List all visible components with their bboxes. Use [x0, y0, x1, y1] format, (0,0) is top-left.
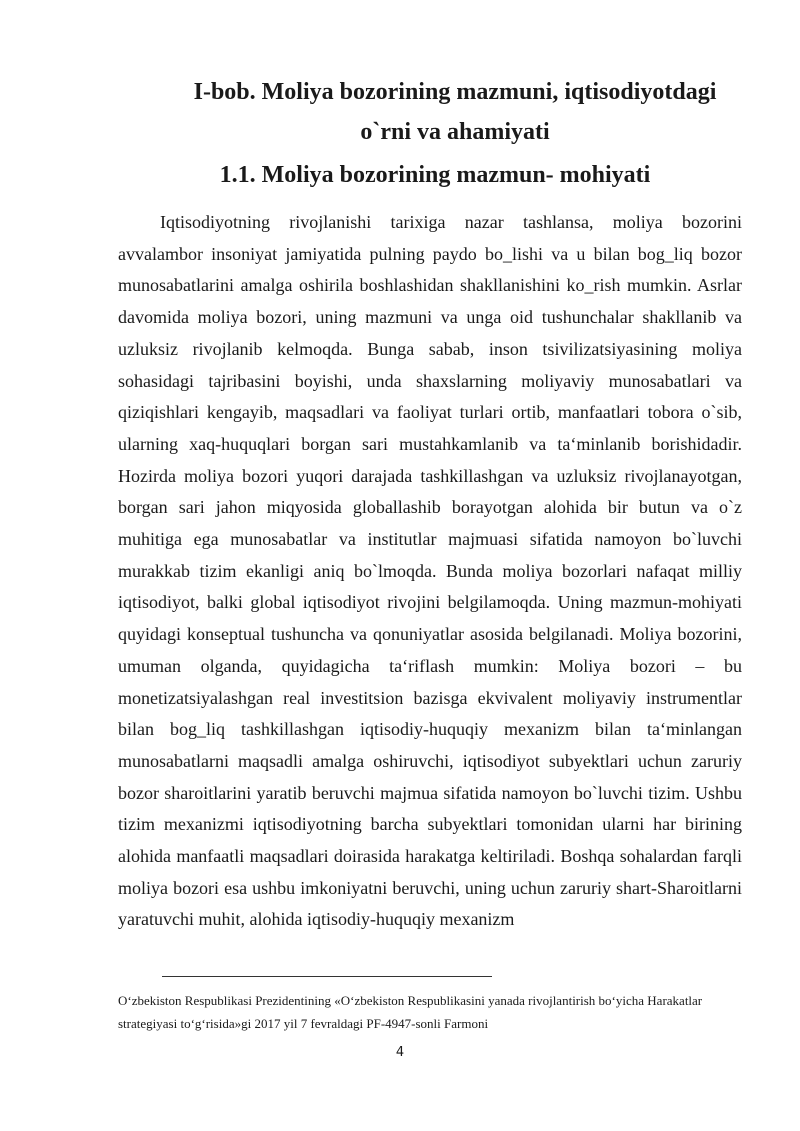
- footnote-divider: [162, 976, 492, 977]
- page-number: 4: [395, 1045, 405, 1060]
- section-title: 1.1. Moliya bozorining mazmun- mohiyati: [219, 162, 651, 188]
- chapter-title-line-2: o`rni va ahamiyati: [360, 119, 550, 145]
- chapter-title-line-1: I-bob. Moliya bozorining mazmuni, iqtisodiyotdagi: [193, 79, 717, 105]
- footnote-text: O‘zbekiston Respublikasi Prezidentining «O‘zbekiston Respublikasini yanada rivojlantirish bo‘yicha Harakatlar strategiyasi to‘g‘risida»gi 2017 yil 7 fevraldagi PF-4947-sonli Farmoni: [118, 993, 703, 1031]
- body-paragraph: Iqtisodiyotning rivojlanishi tarixiga nazar tashlansa, moliya bozorini avvalambor insoniyat jamiyatida pulning paydo bo_lishi va u bilan bog_liq bozor munosabatlarini amalga oshirila boshlashidan shakllanishini ko_rish mumkin. Asrlar davomida moliya bozori, uning mazmuni va unga oid tushunchalar shakllanib va uzluksiz rivojlanib kelmoqda. Bunga sabab, inson tsivilizatsiyasining moliya sohasidagi tajribasini boyishi, unda shaxslarning moliyaviy munosabatlari va qiziqishlari kengayib, maqsadlari va faoliyat turlari ortib, manfaatlari tobora o`sib, ularning xaq-huquqlari borgan sari mustahkamlanib va ta‘minlanib borishidadir. Hozirda moliya bozori yuqori darajada tashkillashgan va uzluksiz rivojlanayotgan, borgan sari jahon miqyosida globallashib borayotgan alohida bir butun va o`z muhitiga ega munosabatlar va institutlar majmuasi sifatida namoyon bo`luvchi murakkab tizim ekanligi aniq bo`lmoqda. Bunda moliya bozorlari nafaqat milliy iqtisodiyot, balki global iqtisodiyot rivojini belgilamoqda. Uning mazmun-mohiyati quyidagi konseptual tushuncha va qonuniyatlar asosida belgilanadi. Moliya bozorini, umuman olganda, quyidagicha ta‘riflash mumkin: Moliya bozori – bu monetizatsiyalashgan real investitsion bazisga ekvivalent moliyaviy instrumentlar bilan bog_liq tashkillashgan iqtisodiy-huquqiy mexanizm bilan ta‘minlangan munosabatlarni maqsadli amalga oshiruvchi, iqtisodiyot subyektlari uchun zaruriy bozor sharoitlarini yaratib beruvchi majmua sifatida namoyon bo`luvchi tizim. Ushbu tizim mexanizmi iqtisodiyotning barcha subyektlari tomonidan ularni har birining alohida manfaatli maqsadlari doirasida harakatga keltiriladi. Boshqa sohalardan farqli moliya bozori esa ushbu imkoniyatni beruvchi, uning uchun zaruriy shart-Sharoitlarni yaratuvchi muhit, alohida iqtisodiy-huquqiy mexanizm: [118, 212, 742, 930]
